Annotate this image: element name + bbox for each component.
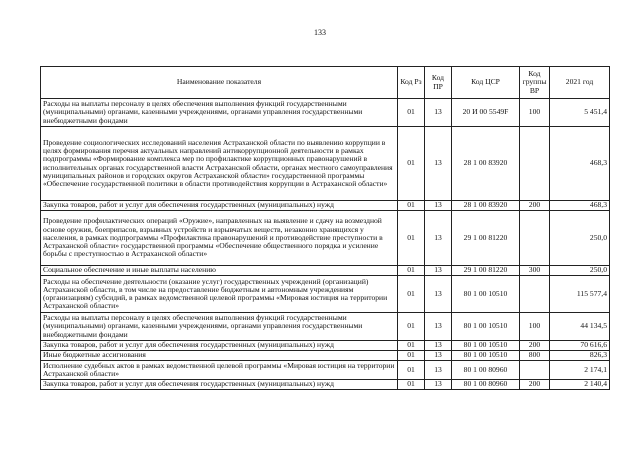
row-pr: 13: [425, 313, 452, 341]
row-amount: 468,3: [550, 127, 610, 201]
budget-table: [40, 66, 610, 390]
row-rz: 01: [398, 351, 425, 361]
row-csr: 80 1 00 80960: [452, 361, 520, 380]
row-rz: 01: [398, 380, 425, 390]
row-vr: 200: [520, 201, 550, 211]
row-rz: 01: [398, 211, 425, 266]
row-name: Закупка товаров, работ и услуг для обеспечения государственных (муниципальных) нужд: [41, 341, 398, 351]
row-csr: 80 1 00 10510: [452, 351, 520, 361]
row-csr: 28 1 00 83920: [452, 127, 520, 201]
table-row: [41, 99, 610, 127]
row-csr: 29 1 00 81220: [452, 266, 520, 276]
row-vr: [520, 211, 550, 266]
header-csr: Код ЦСР: [452, 67, 520, 99]
table-row: [41, 127, 610, 201]
row-name: Проведение профилактических операций «Оружие», направленных на выявление и сдачу на возмездной основе оружия, боеприпасов, взрывных устройств и взрывчатых веществ, незаконно хранящихся у населения, в рамках подпрограммы «Профилактика правонарушений и противодействие преступности в Астраханской области» государственной программы «Обеспечение общественного порядка и усиление борьбы с преступностью в Астраханской области»: [41, 211, 398, 266]
row-amount: 5 451,4: [550, 99, 610, 127]
row-pr: 13: [425, 341, 452, 351]
header-year: 2021 год: [550, 67, 610, 99]
row-amount: 468,3: [550, 201, 610, 211]
row-amount: 44 134,5: [550, 313, 610, 341]
row-name: Иные бюджетные ассигнования: [41, 351, 398, 361]
row-rz: 01: [398, 341, 425, 351]
row-pr: 13: [425, 380, 452, 390]
table-row: [41, 276, 610, 313]
header-pr: Код ПР: [425, 67, 452, 99]
row-csr: 80 1 00 10510: [452, 276, 520, 313]
row-csr: 28 1 00 83920: [452, 201, 520, 211]
row-csr: 80 1 00 10510: [452, 341, 520, 351]
row-name: Исполнение судебных актов в рамках ведомственной целевой программы «Мировая юстиция на территории Астраханской области»: [41, 361, 398, 380]
table-row: [41, 201, 610, 211]
row-name: Закупка товаров, работ и услуг для обеспечения государственных (муниципальных) нужд: [41, 380, 398, 390]
row-amount: 115 577,4: [550, 276, 610, 313]
row-vr: 300: [520, 266, 550, 276]
row-amount: 250,0: [550, 266, 610, 276]
row-csr: 80 1 00 10510: [452, 313, 520, 341]
row-pr: 13: [425, 127, 452, 201]
row-vr: 100: [520, 313, 550, 341]
row-pr: 13: [425, 211, 452, 266]
row-name: Расходы на обеспечение деятельности (оказание услуг) государственных учреждений (организаций) Астраханской области, в том числе на предоставление бюджетным и автономным учреждениям (организациям) субсидий, в рамках ведомственной целевой программы «Мировая юстиция на территории Астраханской области»: [41, 276, 398, 313]
row-amount: 2 174,1: [550, 361, 610, 380]
row-vr: 200: [520, 380, 550, 390]
row-pr: 13: [425, 201, 452, 211]
row-name: Социальное обеспечение и иные выплаты населению: [41, 266, 398, 276]
row-vr: [520, 127, 550, 201]
row-pr: 13: [425, 276, 452, 313]
row-amount: 2 140,4: [550, 380, 610, 390]
table-row: [41, 341, 610, 351]
row-amount: 70 616,6: [550, 341, 610, 351]
row-vr: [520, 276, 550, 313]
table-row: [41, 351, 610, 361]
table-row: [41, 266, 610, 276]
row-pr: 13: [425, 99, 452, 127]
header-rz: Код Рз: [398, 67, 425, 99]
table-row: [41, 211, 610, 266]
row-name: Закупка товаров, работ и услуг для обеспечения государственных (муниципальных) нужд: [41, 201, 398, 211]
row-rz: 01: [398, 276, 425, 313]
row-name: Проведение социологических исследований населения Астраханской области по выявлению коррупции в целях формирования перечня актуальных направлений антикоррупционной деятельности в рамках подпрограммы «Формирование комплекса мер по профилактике коррупционных правонарушений в исполнительных органах государственной власти Астраханской области, органах местного самоуправления муниципальных районов и городских округов Астраханской области» государственной программы «Обеспечение государственной политики в области противодействия коррупции в Астраханской области»: [41, 127, 398, 201]
row-pr: 13: [425, 266, 452, 276]
header-name: Наименование показателя: [41, 67, 398, 99]
row-amount: 826,3: [550, 351, 610, 361]
row-name: Расходы на выплаты персоналу в целях обеспечения выполнения функций государственными (муниципальными) органами, казенными учреждениями, органами управления государственными внебюджетными фондами: [41, 313, 398, 341]
row-vr: [520, 361, 550, 380]
table-row: [41, 361, 610, 380]
row-pr: 13: [425, 351, 452, 361]
header-vr: Код группы ВР: [520, 67, 550, 99]
row-vr: 100: [520, 99, 550, 127]
row-vr: 200: [520, 341, 550, 351]
page-number: 133: [314, 28, 326, 37]
table-row: [41, 380, 610, 390]
row-csr: 20 И 00 5549F: [452, 99, 520, 127]
row-csr: 29 1 00 81220: [452, 211, 520, 266]
table-row: [41, 313, 610, 341]
row-rz: 01: [398, 266, 425, 276]
row-rz: 01: [398, 201, 425, 211]
row-csr: 80 1 00 80960: [452, 380, 520, 390]
row-rz: 01: [398, 127, 425, 201]
table-header-row: [41, 67, 610, 99]
row-name: Расходы на выплаты персоналу в целях обеспечения выполнения функций государственными (муниципальными) органами, казенными учреждениями, органами управления государственными внебюджетными фондами: [41, 99, 398, 127]
row-rz: 01: [398, 361, 425, 380]
table-body: [41, 99, 610, 390]
row-rz: 01: [398, 313, 425, 341]
row-vr: 800: [520, 351, 550, 361]
row-pr: 13: [425, 361, 452, 380]
row-amount: 250,0: [550, 211, 610, 266]
row-rz: 01: [398, 99, 425, 127]
